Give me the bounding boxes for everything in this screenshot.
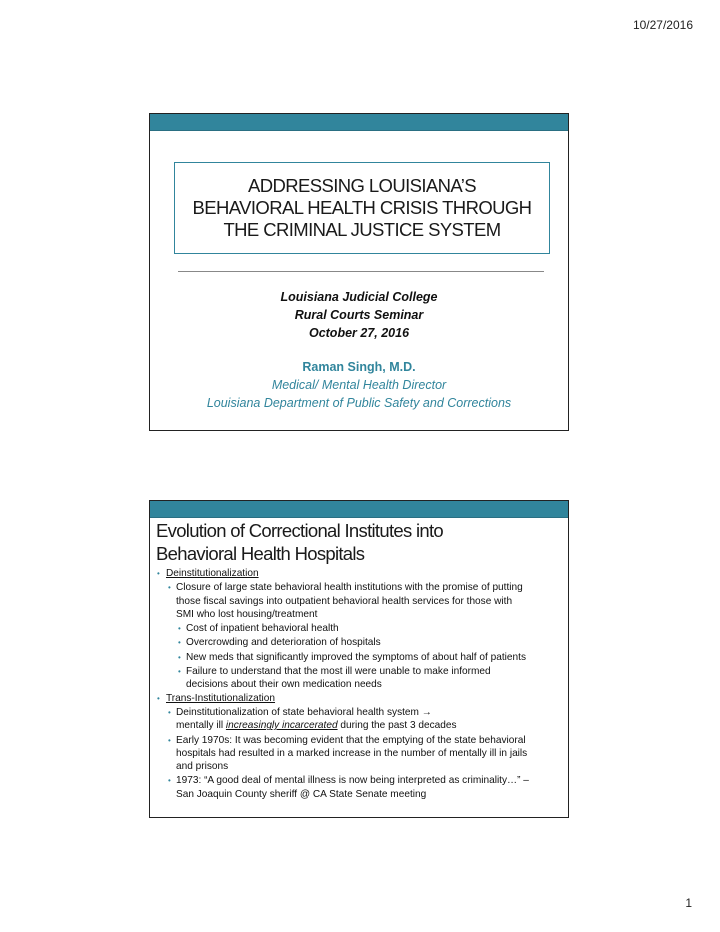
text-fragment: mentally ill [176, 720, 226, 732]
bullet-icon: • [178, 624, 181, 634]
bullet-heading: Trans-Institutionalization [166, 692, 276, 704]
bullet-1973-quote [156, 774, 566, 801]
bullet-text-line: New meds that significantly improved the symptoms of about half of patients [186, 651, 526, 663]
bullet-icon: • [178, 652, 181, 662]
bullet-icon: • [168, 735, 171, 745]
title-divider [178, 271, 544, 272]
bullet-new-meds [156, 651, 566, 664]
event-line: Rural Courts Seminar [294, 308, 424, 322]
bullet-failure [156, 665, 566, 692]
bullet-trans-institutionalization [156, 692, 566, 705]
slide-title-line: ADDRESSING LOUISIANA’S [247, 175, 477, 196]
bullet-icon: • [178, 638, 181, 648]
bullet-text-line: Failure to understand that the most ill were unable to make informed [186, 666, 491, 678]
bullet-deinstitutionalization [156, 567, 566, 580]
slide-title-line: THE CRIMINAL JUSTICE SYSTEM [223, 219, 501, 240]
page-date: 10/27/2016 [632, 18, 693, 32]
bullet-text-line: and prisons [176, 761, 229, 773]
event-line: Louisiana Judicial College [280, 290, 438, 304]
bullet-icon: • [168, 707, 171, 717]
slide-content [156, 567, 566, 801]
bullet-text-line: Overcrowding and deterioration of hospitals [186, 637, 381, 649]
slide-header-bar [150, 114, 568, 131]
bullet-text-line: those fiscal savings into outpatient behavioral health services for those with [176, 595, 513, 607]
bullet-text-line: decisions about their own medication needs [186, 679, 382, 691]
bullet-cost [156, 622, 566, 635]
slide-title-box [174, 162, 550, 254]
bullet-text-line: Deinstitutionalization of state behavioral health system → [176, 706, 432, 718]
bullet-deinst-system [156, 706, 566, 733]
slide-title [156, 519, 556, 565]
presenter-title: Medical/ Mental Health Director [271, 378, 447, 392]
emphasis-text: increasingly incarcerated [225, 720, 338, 732]
bullet-overcrowding [156, 636, 566, 649]
page-number: 1 [685, 896, 692, 910]
bullet-early-1970s [156, 734, 566, 774]
bullet-icon: • [168, 583, 171, 593]
bullet-heading: Deinstitutionalization [166, 568, 259, 579]
slide-title-line: BEHAVIORAL HEALTH CRISIS THROUGH [192, 197, 532, 218]
bullet-text-line: SMI who lost housing/treatment [176, 608, 318, 620]
slide-title-line: Evolution of Correctional Institutes into [156, 520, 443, 541]
bullet-text-line [176, 719, 566, 732]
bullet-icon: • [168, 776, 171, 786]
bullet-closure [156, 581, 566, 621]
bullet-text-line: 1973: “A good deal of mental illness is now being interpreted as criminality…” – [176, 775, 529, 787]
bullet-text-line: Closure of large state behavioral health institutions with the promise of putting [176, 582, 523, 594]
event-date: October 27, 2016 [308, 326, 410, 340]
bullet-text-line: San Joaquin County sheriff @ CA State Senate meeting [176, 788, 427, 800]
bullet-text-line: Early 1970s: It was becoming evident that the emptying of the state behavioral [176, 734, 526, 746]
presenter-name: Raman Singh, M.D. [302, 360, 416, 374]
bullet-text-line: Cost of inpatient behavioral health [186, 623, 339, 635]
slide-title-line: Behavioral Health Hospitals [156, 543, 365, 564]
bullet-icon: • [178, 667, 181, 677]
presenter-org: Louisiana Department of Public Safety and Corrections [206, 396, 512, 410]
event-info [150, 288, 568, 342]
content-slide [149, 500, 569, 818]
bullet-text-line: hospitals had resulted in a marked increase in the number of mentally ill in jails [176, 747, 528, 759]
bullet-icon: • [157, 693, 160, 703]
slide-header-bar [150, 501, 568, 518]
text-fragment: during the past 3 decades [337, 720, 457, 732]
bullet-icon: • [157, 569, 160, 578]
presenter-info [150, 358, 568, 412]
title-slide [149, 113, 569, 431]
